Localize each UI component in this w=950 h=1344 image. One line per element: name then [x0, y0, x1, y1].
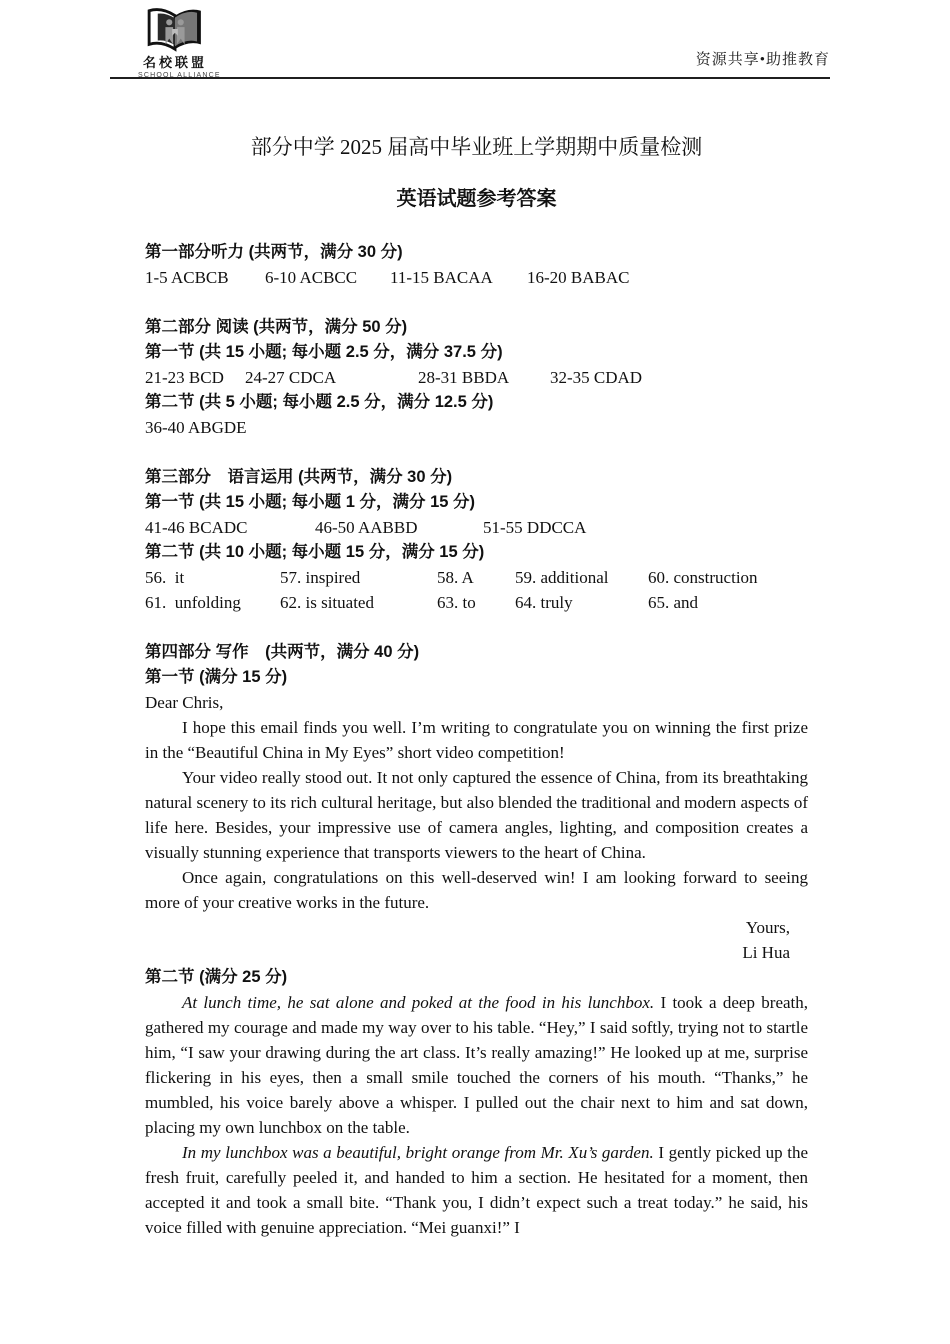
part4-section1-heading: 第一节 (满分 15 分): [145, 668, 288, 686]
answer-item: 62. is situated: [280, 593, 374, 612]
part3-section1-answers: [145, 515, 808, 540]
header-slogan: 资源共享•助推教育: [695, 52, 830, 68]
part2-section1-heading: 第一节 (共 15 小题; 每小题 2.5 分，满分 37.5 分): [145, 343, 503, 361]
answer-group: 1-5 ACBCB: [145, 268, 229, 287]
header-divider: [110, 77, 830, 79]
answer-group: 32-35 CDAD: [550, 368, 643, 387]
answer-item: 57. inspired: [280, 568, 361, 587]
document-content: [145, 122, 808, 1240]
letter-paragraph-1: I hope this email finds you well. I’m writing to congratulate you on winning the first prize in the “Beautiful China in My Eyes” short video competition!: [145, 718, 808, 762]
part2-heading: 第二部分 阅读 (共两节，满分 50 分): [145, 318, 408, 336]
answer-item: 56. it: [145, 568, 185, 587]
part3-section2-heading: 第二节 (共 10 小题; 每小题 15 分，满分 15 分): [145, 543, 485, 561]
part3-section2-answers-row1: [145, 565, 808, 590]
letter-signature: Li Hua: [742, 943, 790, 962]
part2-section2-heading: 第二节 (共 5 小题; 每小题 2.5 分，满分 12.5 分): [145, 393, 494, 411]
part2-section1-answers: [145, 365, 808, 390]
answer-group: 6-10 ACBCC: [265, 268, 358, 287]
part3-section2-answers-row2: [145, 590, 808, 615]
answer-item: 61. unfolding: [145, 593, 241, 612]
answer-group: 24-27 CDCA: [245, 368, 337, 387]
answer-group: 46-50 AABBD: [315, 518, 418, 537]
answer-item: 63. to: [437, 593, 476, 612]
answer-item: 64. truly: [515, 593, 573, 612]
continuation-paragraph-1-body: I took a deep breath, gathered my courage and made my way over to his table. “Hey,” I said softly, trying not to startle him, “I saw your drawing during the art class. It’s really amazing!” He looked up at me, surprise flickering in his eyes, then a small smile touched the corners of his mouth. “Thanks,” he mumbled, his voice barely above a whisper. I pulled out the chair next to him and sat down, placing my own lunchbox on the table.: [145, 993, 809, 1137]
answer-group: 21-23 BCD: [145, 368, 224, 387]
part1-answers: [145, 265, 808, 290]
answer-group: 16-20 BABAC: [527, 268, 630, 287]
continuation-paragraph-1-lead: At lunch time, he sat alone and poked at the food in his lunchbox.: [182, 993, 655, 1012]
part3-section1-heading: 第一节 (共 15 小题; 每小题 1 分，满分 15 分): [145, 493, 476, 511]
logo-name-cn: 名校联盟: [142, 55, 207, 70]
part3-heading: 第三部分 语言运用 (共两节，满分 30 分): [145, 468, 453, 486]
part1-heading: 第一部分听力 (共两节，满分 30 分): [145, 243, 403, 261]
answer-group: 11-15 BACAA: [390, 268, 493, 287]
answer-item: 59. additional: [515, 568, 609, 587]
continuation-paragraph-2: [145, 1140, 808, 1240]
answer-group: 41-46 BCADC: [145, 518, 248, 537]
answer-body: [145, 240, 808, 1240]
letter-salutation: Dear Chris,: [145, 693, 224, 712]
logo-name-en: SCHOOL ALLIANCE: [138, 72, 221, 79]
answer-item: 65. and: [648, 593, 699, 612]
answer-item: 60. construction: [648, 568, 758, 587]
page-title: 部分中学 2025 届高中毕业班上学期期中质量检测: [250, 135, 703, 159]
letter-closing: Yours,: [745, 918, 790, 937]
continuation-paragraph-1: [145, 990, 808, 1140]
continuation-paragraph-2-lead: In my lunchbox was a beautiful, bright orange from Mr. Xu’s garden.: [182, 1143, 654, 1162]
part4-heading: 第四部分 写作 (共两节，满分 40 分): [145, 643, 420, 661]
answer-item: 58. A: [437, 568, 474, 587]
school-alliance-logo: [138, 6, 221, 79]
letter-paragraph-3: Once again, congratulations on this well-deserved win! I am looking forward to seeing more of your creative works in the future.: [145, 868, 808, 912]
part4-section2-heading: 第二节 (满分 25 分): [145, 968, 288, 986]
answer-group: 51-55 DDCCA: [483, 518, 587, 537]
answer-group: 28-31 BBDA: [418, 368, 510, 387]
letter-paragraph-2: Your video really stood out. It not only captured the essence of China, from its breathtaking natural scenery to its rich cultural heritage, but also blended the traditional and modern aspects of life here. Besides, your impressive use of camera angles, lighting, and composition creates a visually stunning experience that transports viewers to the heart of China.: [145, 768, 808, 862]
continuation-paragraph-2-body: I gently picked up the fresh fruit, carefully peeled it, and handed to him a section. He hesitated for a moment, then accepted it and took a small bite. “Thank you, I didn’t expect such a treat today.” he said, his voice filled with genuine appreciation. “Mei guanxi!” I: [145, 1143, 808, 1237]
open-book-logo-icon: [146, 6, 204, 52]
page-subtitle: 英语试题参考答案: [396, 188, 557, 210]
part2-section2-answers: 36-40 ABGDE: [145, 418, 247, 437]
